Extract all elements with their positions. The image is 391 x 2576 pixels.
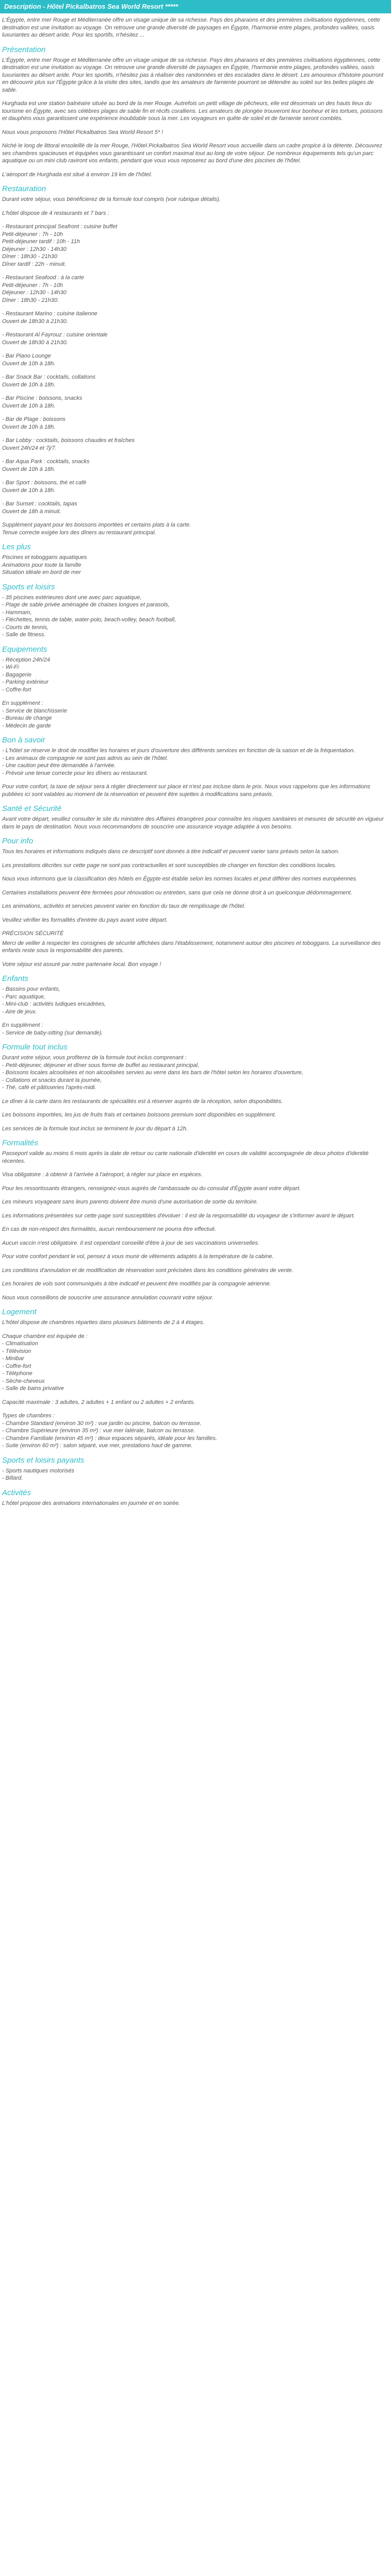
sante-heading: Santé et Sécurité [2,804,62,813]
formalites-paragraph: Les horaires de vols sont communiqués à titre indicatif et peuvent être modifiés par la compagnie aérienne. [2,1281,271,1287]
list-item: - Les animaux de compagnie ne sont pas admis au sein de l'hôtel. [2,755,168,761]
restaurant-title: - Restaurant Al Fayrouz : cuisine orientale [2,332,108,338]
formule-note: Le dîner à la carte dans les restaurants de spécialités est à réserver auprès de la réception, selon disponibilités. [2,1098,283,1105]
bon-a-savoir-list [2,747,389,777]
list-lead: Chaque chambre est équipée de : [2,1333,88,1340]
bon-a-savoir-extra: Pour votre confort, la taxe de séjour sera à régler directement sur place et n'est pas incluse dans le prix. Nous vous rappelons que les informations publiées ici sont valables au moment de la réservation et peuvent être sujettes à modifications sans préavis. [2,784,370,798]
list-item: - Plage de sable privée aménagée de chaises longues et parasols, [2,602,170,608]
formalites-paragraph: Visa obligatoire : à obtenir à l'arrivée à l'aéroport, à régler sur place en espèces. [2,1172,203,1178]
intro-text: L'Égypte, entre mer Rouge et Méditerranée offre un visage unique de sa richesse. Pays des pharaons et des premières civilisations égyptiennes, cette destination est une invitation au voyage. On retrouve une grande diversité de paysages en Égypte, l'harmonie entre plages, profondes vallées, oasis luxuriantes au désert aride. Pour les sportifs, n'hésitez ... [2,17,380,38]
restaurant-title: - Bar Piscine : boissons, snacks [2,395,83,401]
restaurant-hours: Petit-déjeuner tardif : 10h - 11h [2,239,80,245]
list-item: - Petit-déjeuner, déjeuner et dîner sous forme de buffet au restaurant principal, [2,1062,200,1069]
list-item: - Sports nautiques motorisés [2,1467,75,1474]
restaurant-hours: Dîner : 18h30 - 21h30 [2,253,58,260]
sante-section [0,804,391,831]
formule-section [0,1043,391,1132]
restaurant-hours: Ouvert de 18h30 à 21h30. [2,339,68,346]
formalites-paragraph: Les informations présentées sur cette page sont susceptibles d'évoluer : il est de la responsabilité du voyageur de s'informer avant le départ. [2,1212,355,1219]
restauration-extras [2,521,389,536]
activites-text: L'hôtel propose des animations internationales en journée et en soirée. [2,1500,181,1506]
presentation-paragraph: Hurghada est une station balnéaire située au bord de la mer Rouge. Autrefois un petit village de pêcheurs, elle est désormais un des hauts lieux du tourisme en Égypte, avec ses célèbres plages de sable fin et récifs coralliens. Les amateurs de plongée trouveront leur bonheur et les tortues, poissons et dauphins vous garantissent une expérience inoubliable sous la mer. Les voyageurs en quête de soleil et de farniente seront comblés. [2,100,383,122]
precision-title: PRÉCISION SÉCURITÉ [2,930,64,937]
pour-info-closing: Votre séjour est assuré par notre partenaire local. Bon voyage ! [2,961,161,968]
restaurant-hours: Ouvert de 10h à 18h. [2,381,56,388]
restaurant-title: - Restaurant Marino : cuisine italienne [2,311,97,317]
list-item: - Fléchettes, tennis de table, water-polo, beach-volley, beach football, [2,617,176,623]
restaurant-hours: Ouvert 24h/24 et 7j/7. [2,445,57,451]
restaurant-entry [2,223,389,268]
logement-intro: L'hôtel dispose de chambres réparties dans plusieurs bâtiments de 2 à 4 étages. [2,1319,205,1326]
description-banner [0,0,391,13]
les-plus-heading: Les plus [2,543,31,551]
list-item: - Service de baby-sitting (sur demande). [2,1029,103,1036]
restauration-intro: Durant votre séjour, vous bénéficierez de la formule tout compris (voir rubrique détails). [2,196,221,202]
formalites-section [0,1139,391,1301]
supplement-title: En supplément : [2,700,43,706]
list-item: - Téléphone [2,1370,32,1377]
formalites-paragraph: Les conditions d'annulation et de modification de réservation sont précisées dans les conditions générales de vente. [2,1267,294,1274]
restaurant-entry [2,395,389,410]
list-item: - Wi-Fi [2,664,19,670]
equipements-list [2,656,389,694]
sports-payants-list [2,1467,389,1482]
formalites-vaccins: Aucun vaccin n'est obligatoire. Il est cependant conseillé d'être à jour de ses vaccinations universelles. [2,1240,259,1246]
pour-info-section [0,837,391,968]
formule-note: Les boissons importées, les jus de fruits frais et certaines boissons premium sont disponibles en supplément. [2,1112,276,1118]
restaurant-hours: Ouvert de 10h à 18h. [2,487,56,494]
restaurant-hours: Déjeuner : 12h30 - 14h30 [2,290,67,296]
restauration-lead: L'hôtel dispose de 4 restaurants et 7 bars : [2,210,109,216]
list-item: - Bureau de change [2,715,52,721]
enfants-list [2,986,389,1015]
list-lead: Types de chambres : [2,1413,55,1419]
supplement-title: En supplément : [2,1022,43,1028]
list-item: - Collations et snacks durant la journée, [2,1077,102,1083]
list-item: - Bassins pour enfants, [2,986,60,992]
list-item: - Salle de bains privative [2,1385,64,1392]
list-item: - Boissons locales alcoolisées et non alcoolisées servies au verre dans les bars de l'hôtel selon les horaires d'ouverture, [2,1070,303,1076]
formalites-paragraph: Pour les ressortissants étrangers, renseignez-vous auprès de l'ambassade ou du consulat d'Égypte avant votre départ. [2,1185,301,1192]
restaurant-title: - Restaurant Seafood : à la carte [2,275,84,281]
list-item: - L'hôtel se réserve le droit de modifier les horaires et jours d'ouverture des différents services en fonction de la saison et de la fréquentation. [2,748,355,754]
restaurant-hours: Ouvert de 10h à 18h. [2,423,56,430]
list-item: - Climatisation [2,1341,38,1347]
list-item: - Billard. [2,1475,23,1481]
presentation-section [0,45,391,179]
restaurant-title: - Bar Aqua Park : cocktails, snacks [2,459,90,465]
presentation-paragraph: L'aéroport de Hurghada est situé à environ 19 km de l'hôtel. [2,171,152,178]
list-item: Piscines et toboggans aquatiques [2,554,87,561]
restaurant-title: - Bar de Plage : boissons [2,416,66,422]
list-item: - Thé, café et pâtisseries l'après-midi. [2,1084,96,1091]
formalites-paragraph: Pour votre confort pendant le vol, pensez à vous munir de vêtements adaptés à la température de la cabine. [2,1253,274,1260]
enfants-section [0,974,391,1037]
list-item: - Une caution peut être demandée à l'arrivée. [2,762,116,769]
restaurant-entry [2,500,389,515]
formule-heading: Formule tout inclus [2,1043,68,1052]
presentation-paragraph: L'Égypte, entre mer Rouge et Méditerranée offre un visage unique de sa richesse. Pays des pharaons et des premières civilisations égyptiennes, cette destination est une invitation au voyage. On retrouve une grande diversité de paysages en Égypte, l'harmonie entre plages, profondes vallées, oasis luxuriantes au désert aride. Pour les sportifs, n'hésitez pas à réaliser des randonnées et des escalades dans le désert. Les amoureux d'histoire pourront en découvrir plus sur l'Égypte grâce à la visite des sites, tandis que les amateurs de farniente pourront se détendre au soleil sur les belles plages de sable. [2,57,384,93]
restaurant-title: - Bar Sunset : cocktails, tapas [2,501,77,507]
formalites-paragraph: Les mineurs voyageant sans leurs parents doivent être munis d'une autorisation de sortie du territoire. [2,1199,258,1205]
restaurant-hours: Dîner tardif : 22h - minuit. [2,261,67,267]
restaurant-entry [2,437,389,452]
bon-a-savoir-section [0,736,391,798]
pour-info-paragraph: Certaines installations peuvent être fermées pour rénovation ou entretien, sans que cela ne donne droit à un quelconque dédommagement. [2,889,352,896]
restaurant-hours: Ouvert de 10h à 18h. [2,402,56,409]
list-item: - Chambre Supérieure (environ 35 m²) : vue mer latérale, balcon ou terrasse. [2,1428,196,1434]
pour-info-paragraph: Nous vous informons que la classification des hôtels en Égypte est établie selon les normes locales et peut différer des normes européennes. [2,876,358,882]
intro-section [0,16,391,39]
list-item: - Service de blanchisserie [2,707,67,714]
pour-info-paragraph: Veuillez vérifier les formalités d'entrée du pays avant votre départ. [2,917,168,923]
pour-info-paragraph: Les prestations décrites sur cette page ne sont pas contractuelles et sont susceptibles de changer en fonction des conditions locales. [2,862,337,869]
restaurant-hours: Ouvert de 18h30 à 21h30. [2,318,68,325]
list-item: - Réception 24h/24 [2,656,50,663]
formalites-paragraph: Nous vous conseillons de souscrire une assurance annulation couvrant votre séjour. [2,1294,214,1301]
pour-info-paragraph: Les animations, activités et services peuvent varier en fonction du taux de remplissage de l'hôtel. [2,903,246,909]
enfants-heading: Enfants [2,974,28,983]
restaurant-entry [2,274,389,304]
restaurant-hours: Petit-déjeuner : 7h - 10h [2,282,63,289]
restaurant-entry [2,416,389,431]
list-item: - 35 piscines extérieures dont une avec parc aquatique, [2,594,142,601]
list-item: - Coffre-fort [2,1363,31,1369]
list-item: - Chambre Familiale (environ 45 m²) : deux espaces séparés, idéale pour les familles. [2,1435,217,1442]
list-item: - Médecin de garde [2,722,51,729]
list-item: - Coffre-fort [2,686,31,693]
logement-equipment-list [2,1333,389,1393]
list-item: - Aire de jeux. [2,1008,37,1015]
equipements-supplement [2,700,389,730]
les-plus-section [0,543,391,577]
list-item: - Courts de tennis, [2,624,48,631]
list-item: - Parc aquatique, [2,993,45,1000]
list-item: - Télévision [2,1348,31,1354]
formule-list [2,1054,389,1092]
restaurant-title: - Bar Lobby : cocktails, boissons chaudes et fraîches [2,437,135,444]
list-item: Durant votre séjour, vous profiterez de la formule tout inclus comprenant : [2,1055,187,1061]
sports-payants-heading: Sports et loisirs payants [2,1455,85,1465]
les-plus-list [2,554,389,577]
pour-info-paragraph: Tous les horaires et informations indiqués dans ce descriptif sont donnés à titre indicatif et peuvent varier sans préavis selon la saison. [2,849,339,855]
activites-section [0,1488,391,1507]
restaurant-entry [2,310,389,325]
sports-section [0,583,391,639]
list-item: Situation idéale en bord de mer [2,569,81,575]
pour-info-heading: Pour info [2,837,34,845]
restaurant-hours: Dîner : 18h30 - 21h30. [2,297,59,303]
formalites-paragraph: Passeport valide au moins 6 mois après la date de retour ou carte nationale d'identité en cours de validité accompagnée de deux photos d'identité récentes. [2,1150,369,1164]
list-item: - Chambre Standard (environ 30 m²) : vue jardin ou piscine, balcon ou terrasse. [2,1420,202,1427]
logement-capacity: Capacité maximale : 3 adultes, 2 adultes + 1 enfant ou 2 adultes + 2 enfants. [2,1399,196,1405]
logement-types-list [2,1412,389,1450]
list-item: - Sèche-cheveux [2,1378,45,1384]
enfants-supplement [2,1022,389,1037]
restaurant-entry [2,479,389,494]
restaurant-entry [2,458,389,473]
restaurant-title: - Bar Piano Lounge [2,353,51,359]
list-item: - Bagagerie [2,671,31,678]
restauration-extra: Supplément payant pour les boissons importées et certains plats à la carte. [2,522,191,528]
restaurant-hours: Ouvert de 18h à minuit. [2,508,61,515]
restauration-extra: Tenue correcte exigée lors des dîners au restaurant principal. [2,529,156,536]
presentation-paragraph: Niché le long de littoral ensoleillé de la mer Rouge, l'Hôtel Pickalbatros Sea World Resort vous accueille dans un cadre propice à la détente. Découvrez ses chambres spacieuses et équipées vous garantissant un confort maximal tout au long de votre séjour. De nombreux équipements tels qu'un parc aquatique ou un mini club raviront vos enfants, pendant que vous vous reposerez au bord d'une des piscines de l'hôtel. [2,143,383,164]
list-item: - Parking extérieur [2,679,48,685]
presentation-paragraph: Nous vous proposons l'Hôtel Pickalbatros Sea World Resort 5* ! [2,129,164,135]
sante-text: Avant votre départ, veuillez consulter le site du ministère des Affaires étrangères pour connaître les risques sanitaires et mesures de sécurité en vigueur dans le pays de destination. Nous vous recommandons de souscrire une assurance voyage adaptée à vos besoins. [2,816,384,830]
restaurant-hours: Ouvert de 10h à 18h. [2,466,56,472]
list-item: - Minibar [2,1355,24,1362]
precision-text: Merci de veiller à respecter les consignes de sécurité affichées dans l'établissement, notamment autour des piscines et toboggans. La surveillance des enfants reste sous la responsabilité des parents. [2,940,381,954]
banner-title: Description - Hôtel Pickalbatros Sea World Resort ***** [4,3,178,10]
restaurant-entry [2,374,389,388]
restaurant-hours: Petit-déjeuner : 7h - 10h [2,231,63,238]
restaurant-title: - Bar Snack Bar : cocktails, collations [2,374,95,380]
activites-heading: Activités [2,1488,31,1497]
equipements-section [0,645,391,730]
restaurant-title: - Bar Sport : boissons, thé et café [2,480,87,486]
list-item: - Salle de fitness. [2,632,46,638]
formule-note: Les services de la formule tout inclus se terminent le jour du départ à 12h. [2,1125,188,1132]
restaurant-entry [2,352,389,367]
sports-payants-section [0,1456,391,1482]
logement-heading: Logement [2,1308,37,1316]
restaurant-hours: Déjeuner : 12h30 - 14h30 [2,246,67,252]
formalites-heading: Formalités [2,1139,39,1147]
equipements-heading: Equipements [2,645,47,654]
restaurant-hours: Ouvert de 10h à 18h. [2,360,56,367]
restaurant-entry [2,331,389,346]
sports-list [2,594,389,639]
formalites-paragraph: En cas de non-respect des formalités, aucun remboursement ne pourra être effectué. [2,1226,217,1232]
list-item: - Prévoir une tenue correcte pour les dîners au restaurant. [2,770,149,776]
sports-heading: Sports et loisirs [2,582,55,591]
list-item: - Suite (environ 60 m²) : salon séparé, vue mer, prestations haut de gamme. [2,1443,193,1449]
list-item: - Hammam, [2,609,32,616]
list-item: Animations pour toute la famille [2,562,82,568]
bon-a-savoir-heading: Bon à savoir [2,736,45,744]
restauration-heading: Restauration [2,184,46,193]
restaurant-list [2,223,389,515]
presentation-heading: Présentation [2,45,46,54]
list-item: - Mini-club : activités ludiques encadrées, [2,1001,106,1007]
restauration-section [0,184,391,536]
restaurant-title: - Restaurant principal Seafront : cuisine buffet [2,224,118,230]
logement-section [0,1308,391,1450]
